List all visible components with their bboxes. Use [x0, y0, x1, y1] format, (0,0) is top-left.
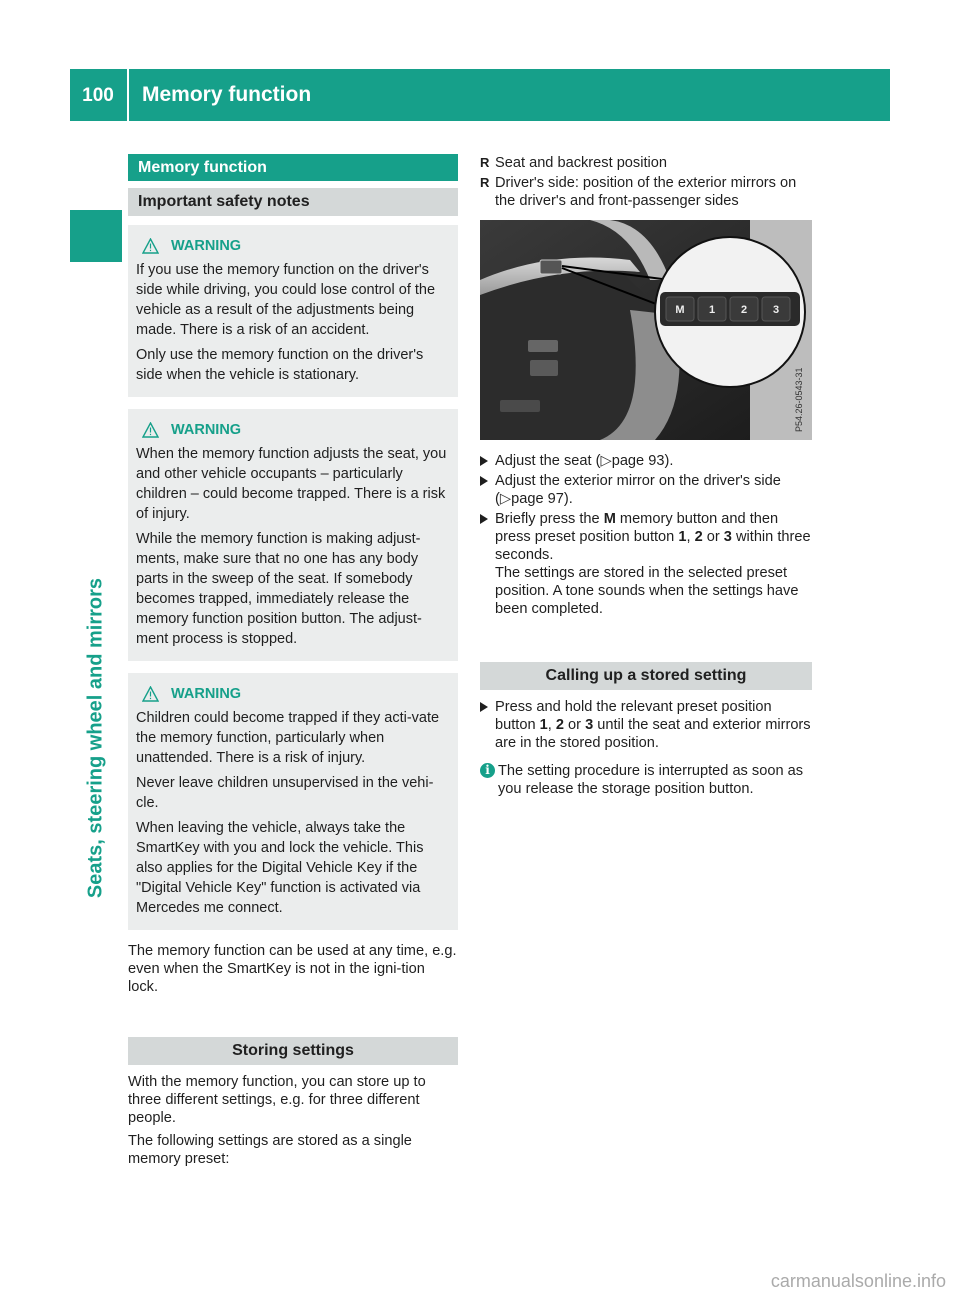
warning-box-2 [128, 409, 458, 661]
step-ref: page 97). [511, 491, 573, 507]
step-key: 1 [539, 717, 548, 733]
step-key: 2 [694, 529, 703, 545]
reference-triangle-icon: ▷ [600, 453, 612, 469]
memory-button-m: M [675, 304, 685, 316]
memory-buttons-figure [480, 220, 812, 440]
warning-paragraph: Never leave children unsupervised in the vehi-cle. [136, 775, 434, 811]
left-column [128, 154, 458, 1173]
step-text: Press and hold the relevant preset position button [495, 699, 772, 733]
step-text: Briefly press the [495, 511, 604, 527]
step-result: The settings are stored in the selected preset position. A tone sounds when the settings have been completed. [495, 565, 799, 617]
storing-settings-heading: Storing settings [128, 1037, 458, 1065]
calling-up-heading: Calling up a stored setting [480, 662, 812, 690]
header-title: Memory function [142, 83, 312, 106]
warning-triangle-icon [142, 686, 159, 702]
step-text: Adjust the seat ( [495, 453, 601, 469]
warning-header [142, 237, 449, 255]
watermark: carmanualsonline.info [770, 1271, 946, 1291]
storing-paragraph: The following settings are stored as a single memory preset: [128, 1133, 412, 1167]
side-chapter-title: Seats, steering wheel and mirrors [84, 577, 107, 899]
section-title: Memory function [128, 154, 458, 181]
list-item-text: Seat and backrest position [495, 155, 667, 171]
side-tab-marker [70, 210, 122, 262]
step-key: M [603, 511, 616, 527]
step-text: until the seat and exterior mirrors are in the stored position. [495, 717, 811, 751]
warning-label: WARNING [171, 422, 242, 438]
step-item [480, 472, 812, 508]
page-number: 100 [82, 85, 114, 106]
info-text: The setting procedure is interrupted as soon as you release the storage position button. [498, 763, 804, 797]
step-key: 1 [678, 529, 687, 545]
step-item [480, 452, 812, 470]
warning-paragraph: Only use the memory function on the driver's side when the vehicle is stationary. [136, 347, 424, 383]
warning-label: WARNING [171, 686, 242, 702]
warning-paragraph: While the memory function is making adjust-ments, make sure that no one has any body parts in the sweep of the seat. If somebody becomes trapped, immediately release the memory function position button. The adjust-ment process is stopped. [136, 531, 422, 647]
step-item [480, 698, 812, 752]
warning-paragraph: Children could become trapped if they acti-vate the memory function, particularly when unattended. There is a risk of injury. [136, 710, 440, 766]
right-column [480, 154, 812, 798]
step-text: or [564, 717, 586, 733]
info-note [480, 762, 812, 798]
info-icon: i [480, 763, 495, 778]
warning-triangle-icon [142, 422, 159, 438]
warning-header [142, 421, 449, 439]
safety-notes-heading: Important safety notes [128, 188, 458, 216]
warning-header [142, 685, 449, 703]
r-bullet-icon: R [480, 175, 490, 190]
door-panel-illustration [480, 220, 812, 440]
figure-code: P54.26-0543-31 [794, 367, 804, 432]
header-divider [127, 69, 129, 121]
list-item [480, 154, 812, 172]
warning-paragraph: When leaving the vehicle, always take the SmartKey with you and lock the vehicle. This also applies for the Digital Vehicle Key if the "Digital Vehicle Key" function is activated via Mercedes me connect. [136, 820, 424, 916]
page-header [70, 69, 890, 121]
warning-box-3 [128, 673, 458, 930]
preset-button-3: 3 [772, 304, 780, 316]
list-item-text: Driver's side: position of the exterior mirrors on the driver's and front-passenger sides [495, 175, 797, 209]
arrow-step-icon [480, 514, 488, 524]
arrow-step-icon [480, 702, 488, 712]
step-text: , [547, 717, 556, 733]
step-key: 3 [723, 529, 732, 545]
step-key: 2 [555, 717, 564, 733]
preset-button-1: 1 [708, 304, 716, 316]
r-bullet-icon: R [480, 155, 490, 170]
step-item [480, 510, 812, 618]
warning-paragraph: If you use the memory function on the driver's side while driving, you could lose control of the vehicle as a result of the adjustments being made. There is a risk of an accident. [136, 262, 436, 338]
warning-paragraph: When the memory function adjusts the seat, you and other vehicle occupants – particularly children – could become trapped. There is a risk of injury. [136, 446, 447, 522]
step-key: 3 [585, 717, 594, 733]
step-text: memory button and then press preset position button [495, 511, 779, 545]
step-text: or [702, 529, 724, 545]
step-text: Adjust the exterior mirror on the driver's side ( [495, 473, 781, 507]
arrow-step-icon [480, 456, 488, 466]
reference-triangle-icon: ▷ [499, 491, 512, 507]
step-text: , [686, 529, 695, 545]
intro-text: The memory function can be used at any time, e.g. even when the SmartKey is not in the igni-tion lock. [128, 943, 457, 995]
arrow-step-icon [480, 476, 488, 486]
warning-triangle-icon [142, 238, 159, 254]
list-item [480, 174, 812, 210]
step-text: within three seconds. [495, 529, 811, 563]
warning-box-1 [128, 225, 458, 397]
preset-button-2: 2 [740, 304, 748, 316]
storing-paragraph: With the memory function, you can store up to three different settings, e.g. for three different people. [128, 1074, 426, 1126]
warning-label: WARNING [171, 238, 242, 254]
step-ref: page 93). [611, 453, 674, 469]
